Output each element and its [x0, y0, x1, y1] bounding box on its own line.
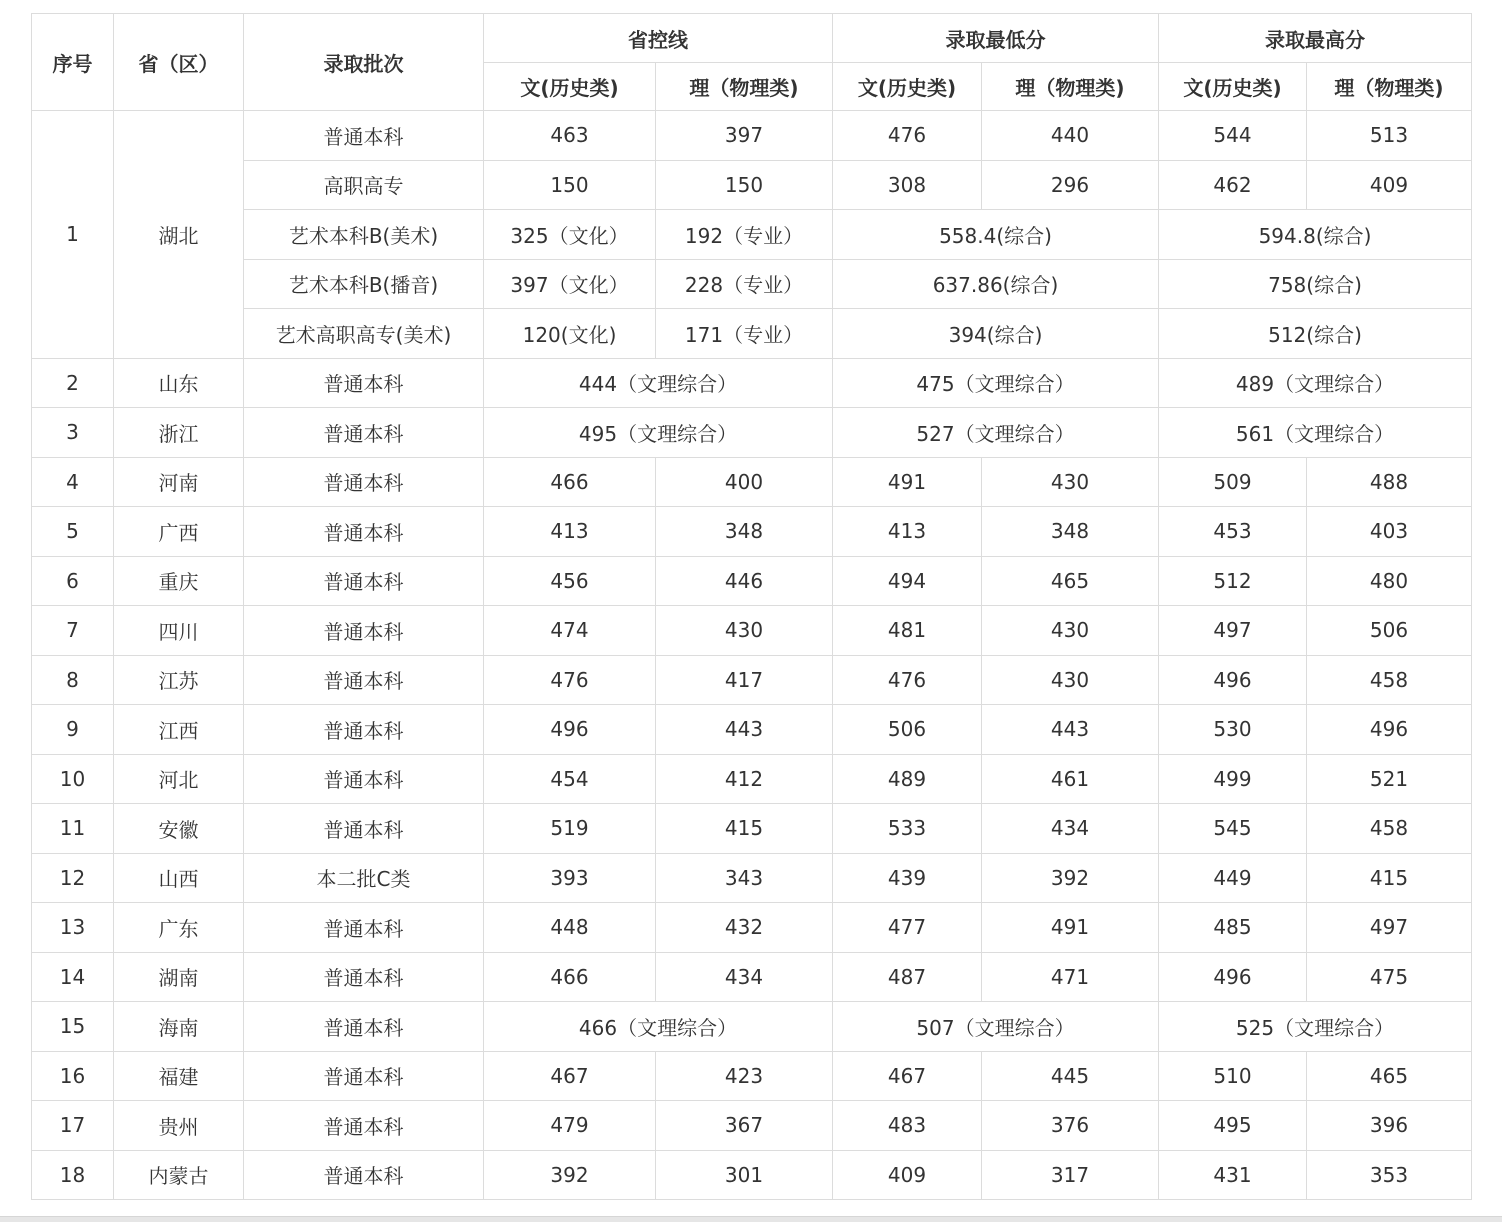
cell-seq: 5: [32, 507, 114, 557]
cell-score: 432: [656, 903, 833, 953]
cell-province: 福建: [114, 1051, 244, 1101]
subheader-max-arts: 文(历史类): [1159, 63, 1307, 111]
cell-score: 430: [656, 606, 833, 656]
cell-score: 475: [1307, 952, 1472, 1002]
cell-score: 325（文化）: [484, 210, 656, 260]
cell-province: 重庆: [114, 556, 244, 606]
cell-score-combined: 512(综合): [1159, 309, 1472, 359]
cell-score: 463: [484, 111, 656, 161]
cell-batch: 普通本科: [244, 556, 484, 606]
cell-score: 497: [1159, 606, 1307, 656]
cell-province: 贵州: [114, 1101, 244, 1151]
cell-score: 430: [982, 606, 1159, 656]
cell-score: 479: [484, 1101, 656, 1151]
cell-batch: 普通本科: [244, 408, 484, 458]
cell-score: 439: [833, 853, 982, 903]
table-row: [32, 210, 1472, 260]
cell-score: 376: [982, 1101, 1159, 1151]
subheader-control-arts: 文(历史类): [484, 63, 656, 111]
cell-score: 483: [833, 1101, 982, 1151]
cell-batch: 普通本科: [244, 111, 484, 161]
cell-score-combined: 758(综合): [1159, 259, 1472, 309]
cell-batch: 普通本科: [244, 754, 484, 804]
cell-batch: 本二批C类: [244, 853, 484, 903]
cell-score: 430: [982, 655, 1159, 705]
cell-score: 446: [656, 556, 833, 606]
cell-score: 497: [1307, 903, 1472, 953]
cell-seq: 9: [32, 705, 114, 755]
cell-province: 湖南: [114, 952, 244, 1002]
cell-score: 415: [656, 804, 833, 854]
cell-score: 353: [1307, 1150, 1472, 1200]
cell-batch: 艺术高职高专(美术): [244, 309, 484, 359]
cell-score: 462: [1159, 160, 1307, 210]
cell-province: 山西: [114, 853, 244, 903]
cell-score-combined: 637.86(综合): [833, 259, 1159, 309]
cell-score-combined: 561（文理综合）: [1159, 408, 1472, 458]
header-min-score: 录取最低分: [833, 14, 1159, 63]
cell-seq: 15: [32, 1002, 114, 1052]
table-row: [32, 259, 1472, 309]
cell-province: 广东: [114, 903, 244, 953]
cell-score: 413: [833, 507, 982, 557]
cell-score-combined: 444（文理综合）: [484, 358, 833, 408]
cell-province: 湖北: [114, 111, 244, 359]
cell-score: 499: [1159, 754, 1307, 804]
cell-score: 487: [833, 952, 982, 1002]
header-batch: 录取批次: [244, 14, 484, 111]
cell-seq: 2: [32, 358, 114, 408]
header-seq: 序号: [32, 14, 114, 111]
cell-province: 广西: [114, 507, 244, 557]
cell-score: 423: [656, 1051, 833, 1101]
cell-score: 409: [1307, 160, 1472, 210]
cell-batch: 普通本科: [244, 507, 484, 557]
cell-score: 489: [833, 754, 982, 804]
cell-score: 476: [833, 655, 982, 705]
cell-score: 453: [1159, 507, 1307, 557]
cell-score: 491: [982, 903, 1159, 953]
cell-score: 476: [833, 111, 982, 161]
subheader-control-science: 理（物理类): [656, 63, 833, 111]
cell-score: 461: [982, 754, 1159, 804]
cell-seq: 10: [32, 754, 114, 804]
cell-score: 400: [656, 457, 833, 507]
cell-score-combined: 594.8(综合): [1159, 210, 1472, 260]
table-row: [32, 111, 1472, 161]
cell-score: 434: [982, 804, 1159, 854]
cell-score: 448: [484, 903, 656, 953]
cell-seq: 13: [32, 903, 114, 953]
cell-province: 江苏: [114, 655, 244, 705]
cell-batch: 普通本科: [244, 358, 484, 408]
cell-batch: 高职高专: [244, 160, 484, 210]
cell-score: 431: [1159, 1150, 1307, 1200]
cell-score: 494: [833, 556, 982, 606]
cell-score: 467: [833, 1051, 982, 1101]
cell-score: 445: [982, 1051, 1159, 1101]
cell-score: 488: [1307, 457, 1472, 507]
table-row: [32, 408, 1472, 458]
cell-score: 413: [484, 507, 656, 557]
table-row: [32, 655, 1472, 705]
cell-score-combined: 466（文理综合）: [484, 1002, 833, 1052]
cell-score: 397（文化）: [484, 259, 656, 309]
cell-batch: 普通本科: [244, 952, 484, 1002]
cell-seq: 17: [32, 1101, 114, 1151]
cell-batch: 普通本科: [244, 705, 484, 755]
table-row: [32, 1051, 1472, 1101]
bottom-divider: [0, 1216, 1502, 1222]
cell-score: 519: [484, 804, 656, 854]
table-row: [32, 309, 1472, 359]
cell-score: 512: [1159, 556, 1307, 606]
cell-score: 296: [982, 160, 1159, 210]
cell-score: 443: [982, 705, 1159, 755]
cell-batch: 普通本科: [244, 457, 484, 507]
cell-score: 495: [1159, 1101, 1307, 1151]
cell-province: 四川: [114, 606, 244, 656]
cell-seq: 3: [32, 408, 114, 458]
cell-batch: 普通本科: [244, 606, 484, 656]
cell-score: 150: [484, 160, 656, 210]
header-province: 省（区）: [114, 14, 244, 111]
cell-score: 506: [1307, 606, 1472, 656]
cell-score: 545: [1159, 804, 1307, 854]
cell-score: 417: [656, 655, 833, 705]
cell-score-combined: 507（文理综合）: [833, 1002, 1159, 1052]
cell-score: 509: [1159, 457, 1307, 507]
cell-score-combined: 525（文理综合）: [1159, 1002, 1472, 1052]
cell-score: 412: [656, 754, 833, 804]
admission-score-table: [31, 13, 1472, 1200]
subheader-min-science: 理（物理类): [982, 63, 1159, 111]
cell-score: 521: [1307, 754, 1472, 804]
cell-score: 367: [656, 1101, 833, 1151]
cell-score: 348: [656, 507, 833, 557]
cell-seq: 7: [32, 606, 114, 656]
cell-province: 江西: [114, 705, 244, 755]
table-row: [32, 853, 1472, 903]
table-row: [32, 457, 1472, 507]
cell-score: 392: [484, 1150, 656, 1200]
table-row: [32, 903, 1472, 953]
cell-score: 392: [982, 853, 1159, 903]
cell-score: 496: [1159, 655, 1307, 705]
cell-score-combined: 394(综合): [833, 309, 1159, 359]
table-row: [32, 1150, 1472, 1200]
cell-batch: 普通本科: [244, 903, 484, 953]
cell-score: 449: [1159, 853, 1307, 903]
cell-score: 403: [1307, 507, 1472, 557]
table-row: [32, 1002, 1472, 1052]
cell-score-combined: 489（文理综合）: [1159, 358, 1472, 408]
cell-score: 192（专业）: [656, 210, 833, 260]
cell-seq: 11: [32, 804, 114, 854]
cell-score: 301: [656, 1150, 833, 1200]
table-row: [32, 606, 1472, 656]
subheader-min-arts: 文(历史类): [833, 63, 982, 111]
cell-score: 456: [484, 556, 656, 606]
table-row: [32, 804, 1472, 854]
cell-score: 506: [833, 705, 982, 755]
cell-score: 491: [833, 457, 982, 507]
cell-seq: 14: [32, 952, 114, 1002]
cell-score: 458: [1307, 804, 1472, 854]
cell-score: 471: [982, 952, 1159, 1002]
cell-seq: 1: [32, 111, 114, 359]
table-row: [32, 952, 1472, 1002]
table-row: [32, 705, 1472, 755]
cell-province: 内蒙古: [114, 1150, 244, 1200]
header-max-score: 录取最高分: [1159, 14, 1472, 63]
cell-seq: 16: [32, 1051, 114, 1101]
cell-score: 485: [1159, 903, 1307, 953]
cell-score: 396: [1307, 1101, 1472, 1151]
cell-score: 466: [484, 952, 656, 1002]
cell-batch: 艺术本科B(播音): [244, 259, 484, 309]
cell-score: 530: [1159, 705, 1307, 755]
cell-score: 513: [1307, 111, 1472, 161]
cell-score: 477: [833, 903, 982, 953]
cell-score: 496: [484, 705, 656, 755]
cell-score: 467: [484, 1051, 656, 1101]
table-row: [32, 507, 1472, 557]
cell-score: 430: [982, 457, 1159, 507]
cell-score: 343: [656, 853, 833, 903]
cell-score: 393: [484, 853, 656, 903]
cell-batch: 艺术本科B(美术): [244, 210, 484, 260]
cell-batch: 普通本科: [244, 804, 484, 854]
cell-score: 466: [484, 457, 656, 507]
subheader-max-science: 理（物理类): [1307, 63, 1472, 111]
cell-score: 397: [656, 111, 833, 161]
cell-province: 河北: [114, 754, 244, 804]
cell-score-combined: 475（文理综合）: [833, 358, 1159, 408]
cell-score: 476: [484, 655, 656, 705]
cell-score: 465: [982, 556, 1159, 606]
cell-score: 308: [833, 160, 982, 210]
cell-province: 海南: [114, 1002, 244, 1052]
cell-score: 510: [1159, 1051, 1307, 1101]
cell-batch: 普通本科: [244, 655, 484, 705]
table-row: [32, 556, 1472, 606]
cell-score-combined: 527（文理综合）: [833, 408, 1159, 458]
cell-province: 浙江: [114, 408, 244, 458]
header-control-line: 省控线: [484, 14, 833, 63]
cell-score: 454: [484, 754, 656, 804]
cell-score: 348: [982, 507, 1159, 557]
cell-batch: 普通本科: [244, 1051, 484, 1101]
cell-province: 河南: [114, 457, 244, 507]
cell-score: 496: [1307, 705, 1472, 755]
cell-score: 317: [982, 1150, 1159, 1200]
cell-seq: 18: [32, 1150, 114, 1200]
cell-batch: 普通本科: [244, 1002, 484, 1052]
cell-score: 496: [1159, 952, 1307, 1002]
cell-province: 安徽: [114, 804, 244, 854]
cell-score: 533: [833, 804, 982, 854]
cell-score: 474: [484, 606, 656, 656]
cell-score: 150: [656, 160, 833, 210]
cell-score: 228（专业）: [656, 259, 833, 309]
cell-batch: 普通本科: [244, 1101, 484, 1151]
table-row: [32, 754, 1472, 804]
cell-seq: 6: [32, 556, 114, 606]
cell-score: 120(文化): [484, 309, 656, 359]
cell-score: 481: [833, 606, 982, 656]
cell-seq: 4: [32, 457, 114, 507]
cell-score-combined: 495（文理综合）: [484, 408, 833, 458]
cell-score: 440: [982, 111, 1159, 161]
cell-province: 山东: [114, 358, 244, 408]
cell-score: 465: [1307, 1051, 1472, 1101]
cell-score: 171（专业）: [656, 309, 833, 359]
cell-score: 458: [1307, 655, 1472, 705]
cell-score: 415: [1307, 853, 1472, 903]
cell-score: 544: [1159, 111, 1307, 161]
cell-score: 434: [656, 952, 833, 1002]
cell-score: 480: [1307, 556, 1472, 606]
cell-batch: 普通本科: [244, 1150, 484, 1200]
cell-seq: 8: [32, 655, 114, 705]
table-row: [32, 358, 1472, 408]
cell-score: 443: [656, 705, 833, 755]
cell-seq: 12: [32, 853, 114, 903]
table-row: [32, 1101, 1472, 1151]
cell-score-combined: 558.4(综合): [833, 210, 1159, 260]
table-row: [32, 160, 1472, 210]
cell-score: 409: [833, 1150, 982, 1200]
